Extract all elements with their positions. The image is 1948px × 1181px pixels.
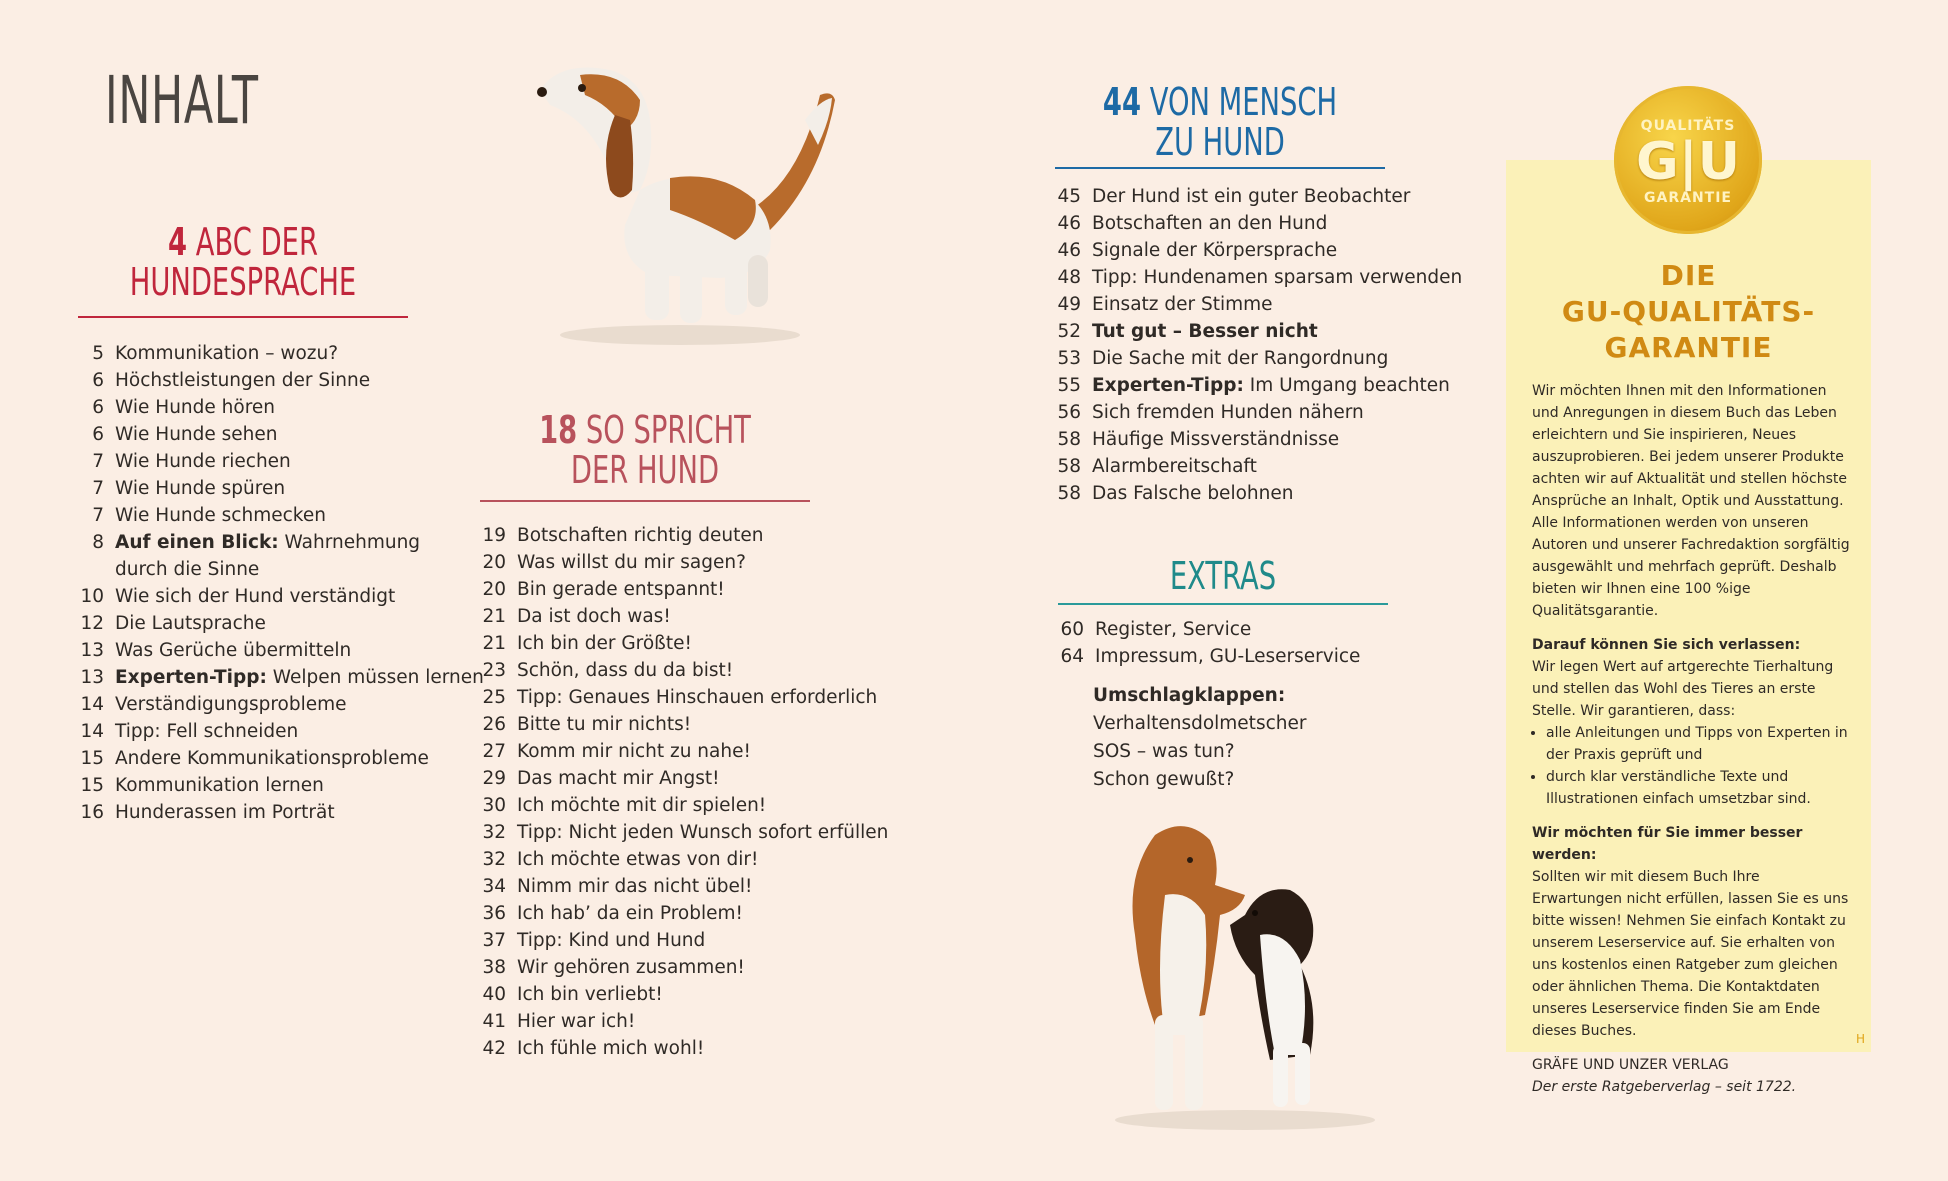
toc-entry	[470, 657, 888, 684]
toc-entry-text	[517, 873, 752, 900]
section-number: 4	[168, 220, 188, 264]
toc-entry	[1048, 616, 1360, 643]
section-title-line2: HUNDESPRACHE	[129, 260, 357, 304]
toc-page-number: 64	[1060, 646, 1084, 667]
toc-page-number: 58	[1057, 429, 1081, 450]
toc-entry	[470, 1008, 888, 1035]
toc-page-number: 6	[92, 424, 104, 445]
toc-entry-label: Die Lautsprache	[115, 613, 266, 634]
toc-entry-text	[115, 421, 278, 448]
better-heading: Wir möchten für Sie immer besser werden:	[1532, 825, 1803, 863]
toc-entry-text	[115, 502, 326, 529]
toc-entry-label: Wie Hunde spüren	[115, 478, 286, 499]
toc-entry-label: Ich bin verliebt!	[517, 984, 663, 1005]
toc-page-number: 40	[482, 984, 506, 1005]
toc-page-number: 27	[482, 741, 506, 762]
toc-entry	[68, 745, 484, 772]
toc-page-number: 7	[92, 478, 104, 499]
toc-entry-label: Tipp: Nicht jeden Wunsch sofort erfüllen	[517, 822, 889, 843]
toc-entry-label: Verständigungsprobleme	[115, 694, 347, 715]
toc-page-number: 46	[1057, 213, 1081, 234]
toc-entry-label: Bin gerade entspannt!	[517, 579, 725, 600]
better-text: Sollten wir mit diesem Buch Ihre Erwartungen nicht erfüllen, lassen Sie es uns bitte wissen! Nehmen Sie einfach Kontakt zu unserem Leserservice auf. Sie erhalten von uns kostenlos einen Ratgeber zum gleichen oder ähnlichen Thema. Die Kontaktdaten unseres Leserservice finden Sie am Ende dieses Buches.	[1532, 869, 1849, 1039]
toc-entry-label: Im Umgang beachten	[1243, 375, 1450, 396]
section-rule	[1058, 603, 1388, 605]
toc-entry-label: Einsatz der Stimme	[1092, 294, 1273, 315]
toc-page-number: 20	[482, 579, 506, 600]
toc-entry-text	[517, 846, 758, 873]
toc-entry-text	[1092, 183, 1410, 210]
toc-page-number: 6	[92, 370, 104, 391]
toc-page-number: 34	[482, 876, 506, 897]
toc-entry-text	[115, 448, 291, 475]
toc-page-number: 7	[92, 505, 104, 526]
toc-entry	[68, 583, 484, 610]
toc-entry	[470, 738, 888, 765]
toc-entry-bold: Tut gut – Besser nicht	[1092, 321, 1318, 342]
toc-entry-label: Impressum, GU-Leserservice	[1095, 646, 1361, 667]
toc-entry	[68, 637, 484, 664]
toc-entry-label: Botschaften an den Hund	[1092, 213, 1328, 234]
toc-entry-text	[1092, 480, 1293, 507]
toc-entry-text	[1092, 291, 1273, 318]
guarantee-bullet: • alle Anleitungen und Tipps von Experten in der Praxis geprüft und	[1546, 722, 1852, 766]
toc-entry-text	[517, 1035, 704, 1062]
toc-page-number: 16	[80, 802, 104, 823]
cover-flaps-block	[1093, 682, 1306, 794]
toc-page-number: 58	[1057, 483, 1081, 504]
toc-entry-label: Kommunikation lernen	[115, 775, 324, 796]
toc-list-section-18	[470, 522, 888, 1062]
toc-entry-text	[1095, 643, 1360, 670]
toc-page-number: 29	[482, 768, 506, 789]
toc-page-number: 21	[482, 606, 506, 627]
toc-page-number	[68, 556, 115, 583]
toc-entry	[68, 475, 484, 502]
toc-entry	[470, 819, 888, 846]
toc-entry-text	[517, 603, 671, 630]
toc-entry	[470, 630, 888, 657]
toc-entry-text	[517, 657, 733, 684]
toc-entry	[470, 522, 888, 549]
toc-entry	[1045, 237, 1462, 264]
toc-entry	[68, 502, 484, 529]
toc-entry-label: Tipp: Hundenamen sparsam verwenden	[1092, 267, 1463, 288]
toc-entry-text	[115, 799, 335, 826]
guarantee-intro: Wir möchten Ihnen mit den Informationen und Anregungen in diesem Buch das Leben erleichtern und Sie inspirieren, Neues auszuprobieren. Bei jedem unserer Produkte achten wir auf Aktualität und stellen höchste Ansprüche an Inhalt, Optik und Ausstattung. Alle Informationen werden von unseren Autoren und unserer Fachredaktion sorgfältig ausgewählt und mehrfach geprüft. Deshalb bieten wir Ihnen eine 100 %ige Qualitätsgarantie.	[1532, 383, 1850, 619]
section-rule	[1055, 167, 1385, 169]
toc-page-number: 46	[1057, 240, 1081, 261]
toc-entry	[1045, 345, 1462, 372]
toc-page-number: 60	[1060, 619, 1084, 640]
toc-entry-label: Nimm mir das nicht übel!	[517, 876, 753, 897]
toc-entry	[68, 610, 484, 637]
toc-entry-text	[1092, 210, 1327, 237]
toc-entry-label: Höchstleistungen der Sinne	[115, 370, 371, 391]
toc-page-number: 41	[482, 1011, 506, 1032]
guarantee-title-line2: GU-QUALITÄTS-	[1561, 295, 1816, 328]
toc-entry-text	[517, 765, 720, 792]
toc-page-number: 20	[482, 552, 506, 573]
gu-quality-seal	[1614, 86, 1762, 234]
toc-entry	[68, 394, 484, 421]
toc-page-number: 5	[92, 343, 104, 364]
toc-page-number: 32	[482, 849, 506, 870]
toc-entry-text	[1092, 372, 1450, 399]
toc-entry-text	[115, 394, 275, 421]
toc-entry-text	[517, 792, 766, 819]
section-heading-extras	[1104, 556, 1342, 596]
toc-page-number: 14	[80, 694, 104, 715]
toc-entry-label: Häufige Missverständnisse	[1092, 429, 1340, 450]
toc-page-number: 30	[482, 795, 506, 816]
toc-entry	[68, 367, 484, 394]
toc-page-number: 13	[80, 640, 104, 661]
toc-page-number: 15	[80, 775, 104, 796]
toc-entry-text	[517, 576, 725, 603]
toc-entry-label: Komm mir nicht zu nahe!	[517, 741, 751, 762]
toc-entry-text	[115, 745, 429, 772]
rely-heading: Darauf können Sie sich verlassen:	[1532, 637, 1801, 653]
toc-entry	[1045, 372, 1462, 399]
section-title-line1: ABC DER	[195, 220, 318, 264]
toc-page-number: 32	[482, 822, 506, 843]
toc-entry-text	[115, 718, 298, 745]
toc-entry-label: Wie Hunde hören	[115, 397, 276, 418]
guarantee-bullet: • durch klar verständliche Texte und Illustrationen einfach umsetzbar sind.	[1546, 766, 1852, 810]
toc-entry-label: Welpen müssen lernen	[266, 667, 484, 688]
toc-entry	[1045, 480, 1462, 507]
toc-entry	[68, 529, 484, 556]
toc-entry	[1045, 453, 1462, 480]
toc-page-number: 13	[80, 667, 104, 688]
toc-entry-label: Bitte tu mir nichts!	[517, 714, 692, 735]
toc-entry-label: Wahrnehmung	[278, 532, 421, 553]
toc-entry-text	[1092, 264, 1462, 291]
toc-page-number: 8	[92, 532, 104, 553]
toc-page-number: 21	[482, 633, 506, 654]
toc-page-number: 25	[482, 687, 506, 708]
toc-entry	[68, 448, 484, 475]
toc-page-number: 38	[482, 957, 506, 978]
toc-entry-label: Das Falsche belohnen	[1092, 483, 1294, 504]
toc-page-number: 42	[482, 1038, 506, 1059]
toc-entry-text	[517, 981, 663, 1008]
cover-flaps-item: Verhaltensdolmetscher	[1093, 713, 1307, 734]
section-title-line1: VON MENSCH	[1149, 80, 1338, 124]
toc-entry-label: Ich möchte etwas von dir!	[517, 849, 759, 870]
toc-entry	[1045, 210, 1462, 237]
toc-entry	[470, 873, 888, 900]
toc-entry-text	[115, 637, 351, 664]
toc-entry	[68, 772, 484, 799]
toc-entry-label: Hunderassen im Porträt	[115, 802, 335, 823]
toc-page-number: 10	[80, 586, 104, 607]
toc-entry-label: Tipp: Fell schneiden	[115, 721, 299, 742]
toc-entry-text	[517, 900, 743, 927]
toc-entry-text	[517, 738, 751, 765]
toc-entry-text	[517, 927, 705, 954]
toc-entry	[68, 340, 484, 367]
toc-entry	[68, 421, 484, 448]
section-heading-18	[526, 410, 764, 490]
toc-entry-label: Was Gerüche übermitteln	[115, 640, 352, 661]
toc-page-number: 19	[482, 525, 506, 546]
toc-list-section-44	[1045, 183, 1462, 507]
toc-entry-text	[517, 549, 746, 576]
toc-entry-text	[115, 691, 347, 718]
section-rule	[78, 316, 408, 318]
toc-page-number: 53	[1057, 348, 1081, 369]
toc-entry-bold: Experten-Tipp:	[1092, 375, 1244, 396]
toc-entry	[1045, 399, 1462, 426]
publisher-name: GRÄFE UND UNZER VERLAG	[1532, 1057, 1729, 1073]
guarantee-title	[1506, 258, 1871, 366]
guarantee-title-line3: GARANTIE	[1604, 331, 1773, 364]
toc-page-number: 37	[482, 930, 506, 951]
rely-text: Wir legen Wert auf artgerechte Tierhaltung und stellen das Wohl des Tieres an erste Stelle. Wir garantieren, dass:	[1532, 659, 1834, 719]
toc-entry	[470, 846, 888, 873]
toc-entry	[1045, 318, 1462, 345]
toc-page-number: 23	[482, 660, 506, 681]
toc-entry-text	[517, 954, 745, 981]
toc-entry-label: Das macht mir Angst!	[517, 768, 720, 789]
toc-entry	[68, 691, 484, 718]
toc-entry	[470, 603, 888, 630]
section-heading-44	[1101, 82, 1339, 162]
section-title: EXTRAS	[1169, 554, 1277, 598]
toc-entry-label: Da ist doch was!	[517, 606, 671, 627]
page-title: INHALT	[105, 62, 259, 139]
toc-page-number: 52	[1057, 321, 1081, 342]
toc-list-section-4	[68, 340, 484, 826]
toc-entry-text	[517, 1008, 635, 1035]
toc-entry-label: Wie Hunde riechen	[115, 451, 291, 472]
guarantee-body	[1532, 380, 1852, 1110]
toc-entry-label: durch die Sinne	[115, 559, 260, 580]
toc-page-number: 26	[482, 714, 506, 735]
toc-entry-text	[517, 630, 692, 657]
toc-page-number: 6	[92, 397, 104, 418]
toc-page-number: 55	[1057, 375, 1081, 396]
toc-entry-label: Tipp: Kind und Hund	[517, 930, 706, 951]
toc-entry-label: Wie Hunde sehen	[115, 424, 278, 445]
section-number: 44	[1102, 80, 1142, 124]
cover-flaps-item: SOS – was tun?	[1093, 741, 1235, 762]
seal-bottom-text: GARANTIE	[1644, 190, 1732, 206]
toc-page-number: 58	[1057, 456, 1081, 477]
toc-page-number: 14	[80, 721, 104, 742]
cover-flaps-heading: Umschlagklappen:	[1093, 685, 1286, 706]
toc-entry-label: Andere Kommunikationsprobleme	[115, 748, 429, 769]
toc-entry	[470, 900, 888, 927]
toc-entry-text	[1092, 399, 1364, 426]
toc-entry-text	[1092, 345, 1388, 372]
toc-entry-label: Botschaften richtig deuten	[517, 525, 764, 546]
toc-entry-label: Wie sich der Hund verständigt	[115, 586, 396, 607]
toc-entry-bold: Auf einen Blick:	[115, 532, 279, 553]
toc-entry-bold: Experten-Tipp:	[115, 667, 267, 688]
corner-mark: H	[1856, 1032, 1866, 1046]
toc-entry-text	[1092, 237, 1337, 264]
toc-entry-label: Kommunikation – wozu?	[115, 343, 339, 364]
toc-page-number: 45	[1057, 186, 1081, 207]
toc-entry-label: Was willst du mir sagen?	[517, 552, 746, 573]
toc-entry-label: Tipp: Genaues Hinschauen erforderlich	[517, 687, 878, 708]
toc-entry	[1045, 291, 1462, 318]
two-dogs-photo	[1095, 815, 1395, 1135]
toc-entry	[470, 765, 888, 792]
toc-list-extras	[1048, 616, 1360, 670]
toc-entry	[470, 927, 888, 954]
toc-entry-text	[517, 711, 691, 738]
section-rule	[480, 500, 810, 502]
toc-entry-text	[115, 583, 395, 610]
toc-entry-text	[115, 772, 324, 799]
toc-entry-label: Wir gehören zusammen!	[517, 957, 745, 978]
toc-entry-label: Register, Service	[1095, 619, 1252, 640]
toc-entry-label: Die Sache mit der Rangordnung	[1092, 348, 1389, 369]
toc-entry	[470, 576, 888, 603]
toc-entry	[68, 556, 484, 583]
toc-page-number: 48	[1057, 267, 1081, 288]
toc-entry-label: Signale der Körpersprache	[1092, 240, 1338, 261]
cover-flaps-item: Schon gewußt?	[1093, 769, 1235, 790]
toc-entry-text	[115, 367, 370, 394]
toc-page-number: 7	[92, 451, 104, 472]
toc-entry-text	[1092, 453, 1257, 480]
toc-entry	[1045, 183, 1462, 210]
toc-entry	[1045, 264, 1462, 291]
seal-logo-text: G|U	[1636, 132, 1740, 192]
section-title-line1: SO SPRICHT	[585, 408, 751, 452]
toc-entry-text	[1092, 318, 1318, 345]
toc-entry	[470, 954, 888, 981]
toc-entry-label: Sich fremden Hunden nähern	[1092, 402, 1364, 423]
toc-entry-text	[1095, 616, 1251, 643]
toc-entry-label: Alarmbereitschaft	[1092, 456, 1257, 477]
toc-entry-label: Ich möchte mit dir spielen!	[517, 795, 767, 816]
toc-entry	[68, 799, 484, 826]
toc-entry-text	[517, 819, 888, 846]
toc-entry-text	[115, 556, 259, 583]
toc-entry-text	[517, 522, 763, 549]
toc-entry	[470, 981, 888, 1008]
toc-entry	[68, 664, 484, 691]
section-heading-4	[124, 222, 362, 302]
toc-entry	[470, 792, 888, 819]
toc-entry-text	[115, 529, 420, 556]
toc-entry	[68, 718, 484, 745]
toc-entry	[470, 549, 888, 576]
toc-entry-label: Schön, dass du da bist!	[517, 660, 734, 681]
section-number: 18	[539, 408, 578, 452]
toc-entry-text	[115, 610, 266, 637]
toc-entry-text	[115, 340, 338, 367]
toc-entry	[470, 684, 888, 711]
toc-entry-text	[115, 664, 484, 691]
toc-entry-label: Hier war ich!	[517, 1011, 636, 1032]
basset-hound-photo	[520, 60, 860, 350]
toc-entry-label: Wie Hunde schmecken	[115, 505, 326, 526]
toc-entry-text	[1092, 426, 1339, 453]
toc-entry-label: Ich hab’ da ein Problem!	[517, 903, 743, 924]
toc-page-number: 49	[1057, 294, 1081, 315]
toc-entry	[470, 1035, 888, 1062]
toc-entry-label: Ich bin der Größte!	[517, 633, 692, 654]
section-title-line2: DER HUND	[570, 448, 720, 492]
toc-entry-label: Der Hund ist ein guter Beobachter	[1092, 186, 1411, 207]
section-title-line2: ZU HUND	[1155, 120, 1285, 164]
toc-page-number: 56	[1057, 402, 1081, 423]
seal-top-text: QUALITÄTS	[1640, 118, 1736, 134]
toc-page-number: 15	[80, 748, 104, 769]
toc-entry-text	[517, 684, 877, 711]
toc-entry	[1048, 643, 1360, 670]
toc-entry	[1045, 426, 1462, 453]
publisher-slogan: Der erste Ratgeberverlag – seit 1722.	[1532, 1079, 1797, 1095]
toc-entry-text	[115, 475, 285, 502]
toc-entry	[470, 711, 888, 738]
toc-entry-label: Ich fühle mich wohl!	[517, 1038, 705, 1059]
toc-page-number: 36	[482, 903, 506, 924]
toc-page-number: 12	[80, 613, 104, 634]
guarantee-title-line1: DIE	[1660, 259, 1717, 292]
